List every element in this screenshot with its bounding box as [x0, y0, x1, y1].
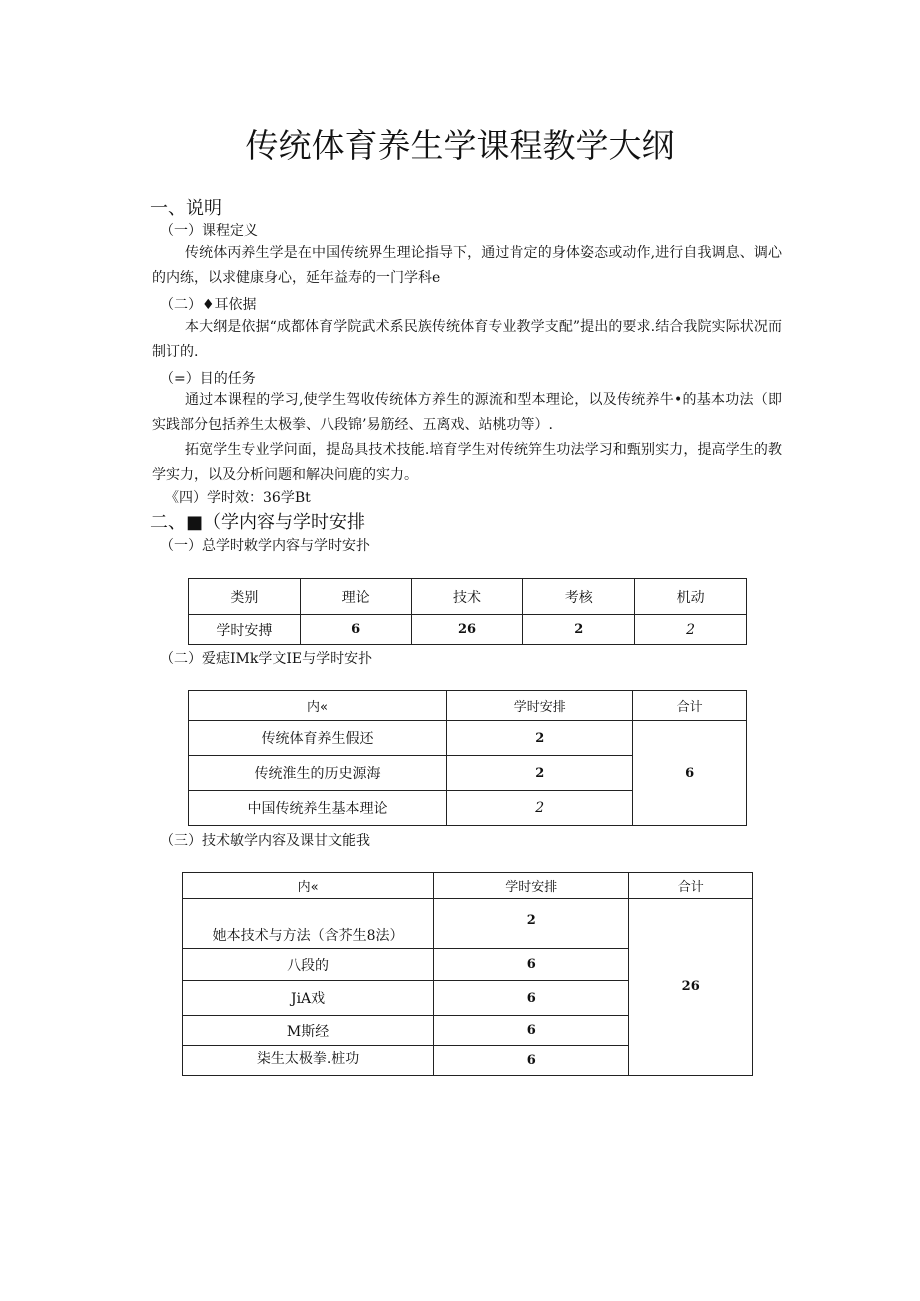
- table-theory-content: [188, 690, 747, 826]
- cell-assessment-hours: 2: [523, 615, 635, 645]
- header-content: 内«: [183, 873, 434, 899]
- row-hours: 6: [434, 981, 629, 1016]
- cell-technique-hours: 26: [411, 615, 523, 645]
- table-total-hours: [188, 578, 747, 645]
- cell-flexible-hours: 2: [635, 615, 747, 645]
- header-hours: 学时安排: [447, 691, 633, 721]
- cell-total: 6: [633, 721, 747, 826]
- table-header-row: [189, 691, 747, 721]
- paragraph-objectives-2: 拓宽学生专业学问面，提岛具技术技能.培育学生对传统笄生功法学习和甄别实力，提高学生的教学实力，以及分析问题和解决问鹿的实力。: [152, 442, 782, 483]
- header-total: 合计: [633, 691, 747, 721]
- row-hours: 2: [447, 756, 633, 791]
- table-technique-content: [182, 872, 753, 1076]
- row-content: 传统体育养生假还: [189, 721, 447, 756]
- sub-heading-total-hours: （一）总学时敕学内容与学时安扑: [160, 538, 370, 554]
- section-1-heading: 一、说明: [150, 198, 222, 219]
- row-content: 柒生太极拳.桩功: [183, 1046, 434, 1076]
- row-hours: 2: [447, 721, 633, 756]
- sub-heading-theory-content: （二）爱痣IMk学文IE与学时安扑: [160, 651, 373, 667]
- sub-heading-course-definition: （一）课程定义: [160, 223, 258, 239]
- table-row: [189, 615, 747, 645]
- header-category: 类别: [189, 579, 301, 615]
- document-title: 传统体育养生学课程教学大纲: [245, 126, 675, 165]
- header-total: 合计: [629, 873, 753, 899]
- row-hours: 6: [434, 1046, 629, 1076]
- table-header-row: [189, 579, 747, 615]
- table-row: [189, 721, 747, 756]
- paragraph-basis: 本大纲是依据“成都体育学院武术系民族传统体育专业教学支配”提出的要求.结合我院实际状况而制订的.: [152, 319, 782, 360]
- row-hours: 6: [434, 1016, 629, 1046]
- cell-theory-hours: 6: [300, 615, 411, 645]
- row-label: 学时安搏: [189, 615, 301, 645]
- cell-total: 26: [629, 899, 753, 1076]
- row-content: M斯经: [183, 1016, 434, 1046]
- row-hours: 2: [434, 899, 629, 949]
- paragraph-objectives-1: 通过本课程的学习,使学生驾收传统体方养生的源流和型本理论，以及传统养牛•的基本功法（即实践部分包括养生太极拳、八段锦’易筋经、五离戏、站桃功等）.: [152, 392, 782, 433]
- sub-heading-objectives: （=）目的任务: [160, 371, 256, 387]
- row-content: 传统淮生的历史源海: [189, 756, 447, 791]
- row-content: 八段的: [183, 949, 434, 981]
- row-content: 她本技术与方法（含芥生8法）: [183, 899, 434, 949]
- header-hours: 学时安排: [434, 873, 629, 899]
- sub-heading-technique-content: （三）技术敏学内容及课甘文能我: [160, 833, 370, 849]
- table-header-row: [183, 873, 753, 899]
- row-content: 中国传统养生基本理论: [189, 791, 447, 826]
- section-2-heading: 二、■（学内容与学时安排: [150, 512, 366, 533]
- header-technique: 技术: [411, 579, 523, 615]
- sub-heading-hours: 《四）学时效：36学Bt: [165, 490, 311, 506]
- row-hours: 6: [434, 949, 629, 981]
- row-content: JiA戏: [183, 981, 434, 1016]
- sub-heading-basis: （二）♦耳依据: [160, 297, 257, 313]
- paragraph-course-definition: 传统体丙养生学是在中国传统界生理论指导下，通过肯定的身体姿态或动作,进行自我调息、调心的内练，以求健康身心，延年益寿的一门学科e: [152, 245, 782, 286]
- header-assessment: 考核: [523, 579, 635, 615]
- header-content: 内«: [189, 691, 447, 721]
- header-theory: 理论: [300, 579, 411, 615]
- header-flexible: 机动: [635, 579, 747, 615]
- row-hours: 2: [447, 791, 633, 826]
- table-row: [183, 899, 753, 949]
